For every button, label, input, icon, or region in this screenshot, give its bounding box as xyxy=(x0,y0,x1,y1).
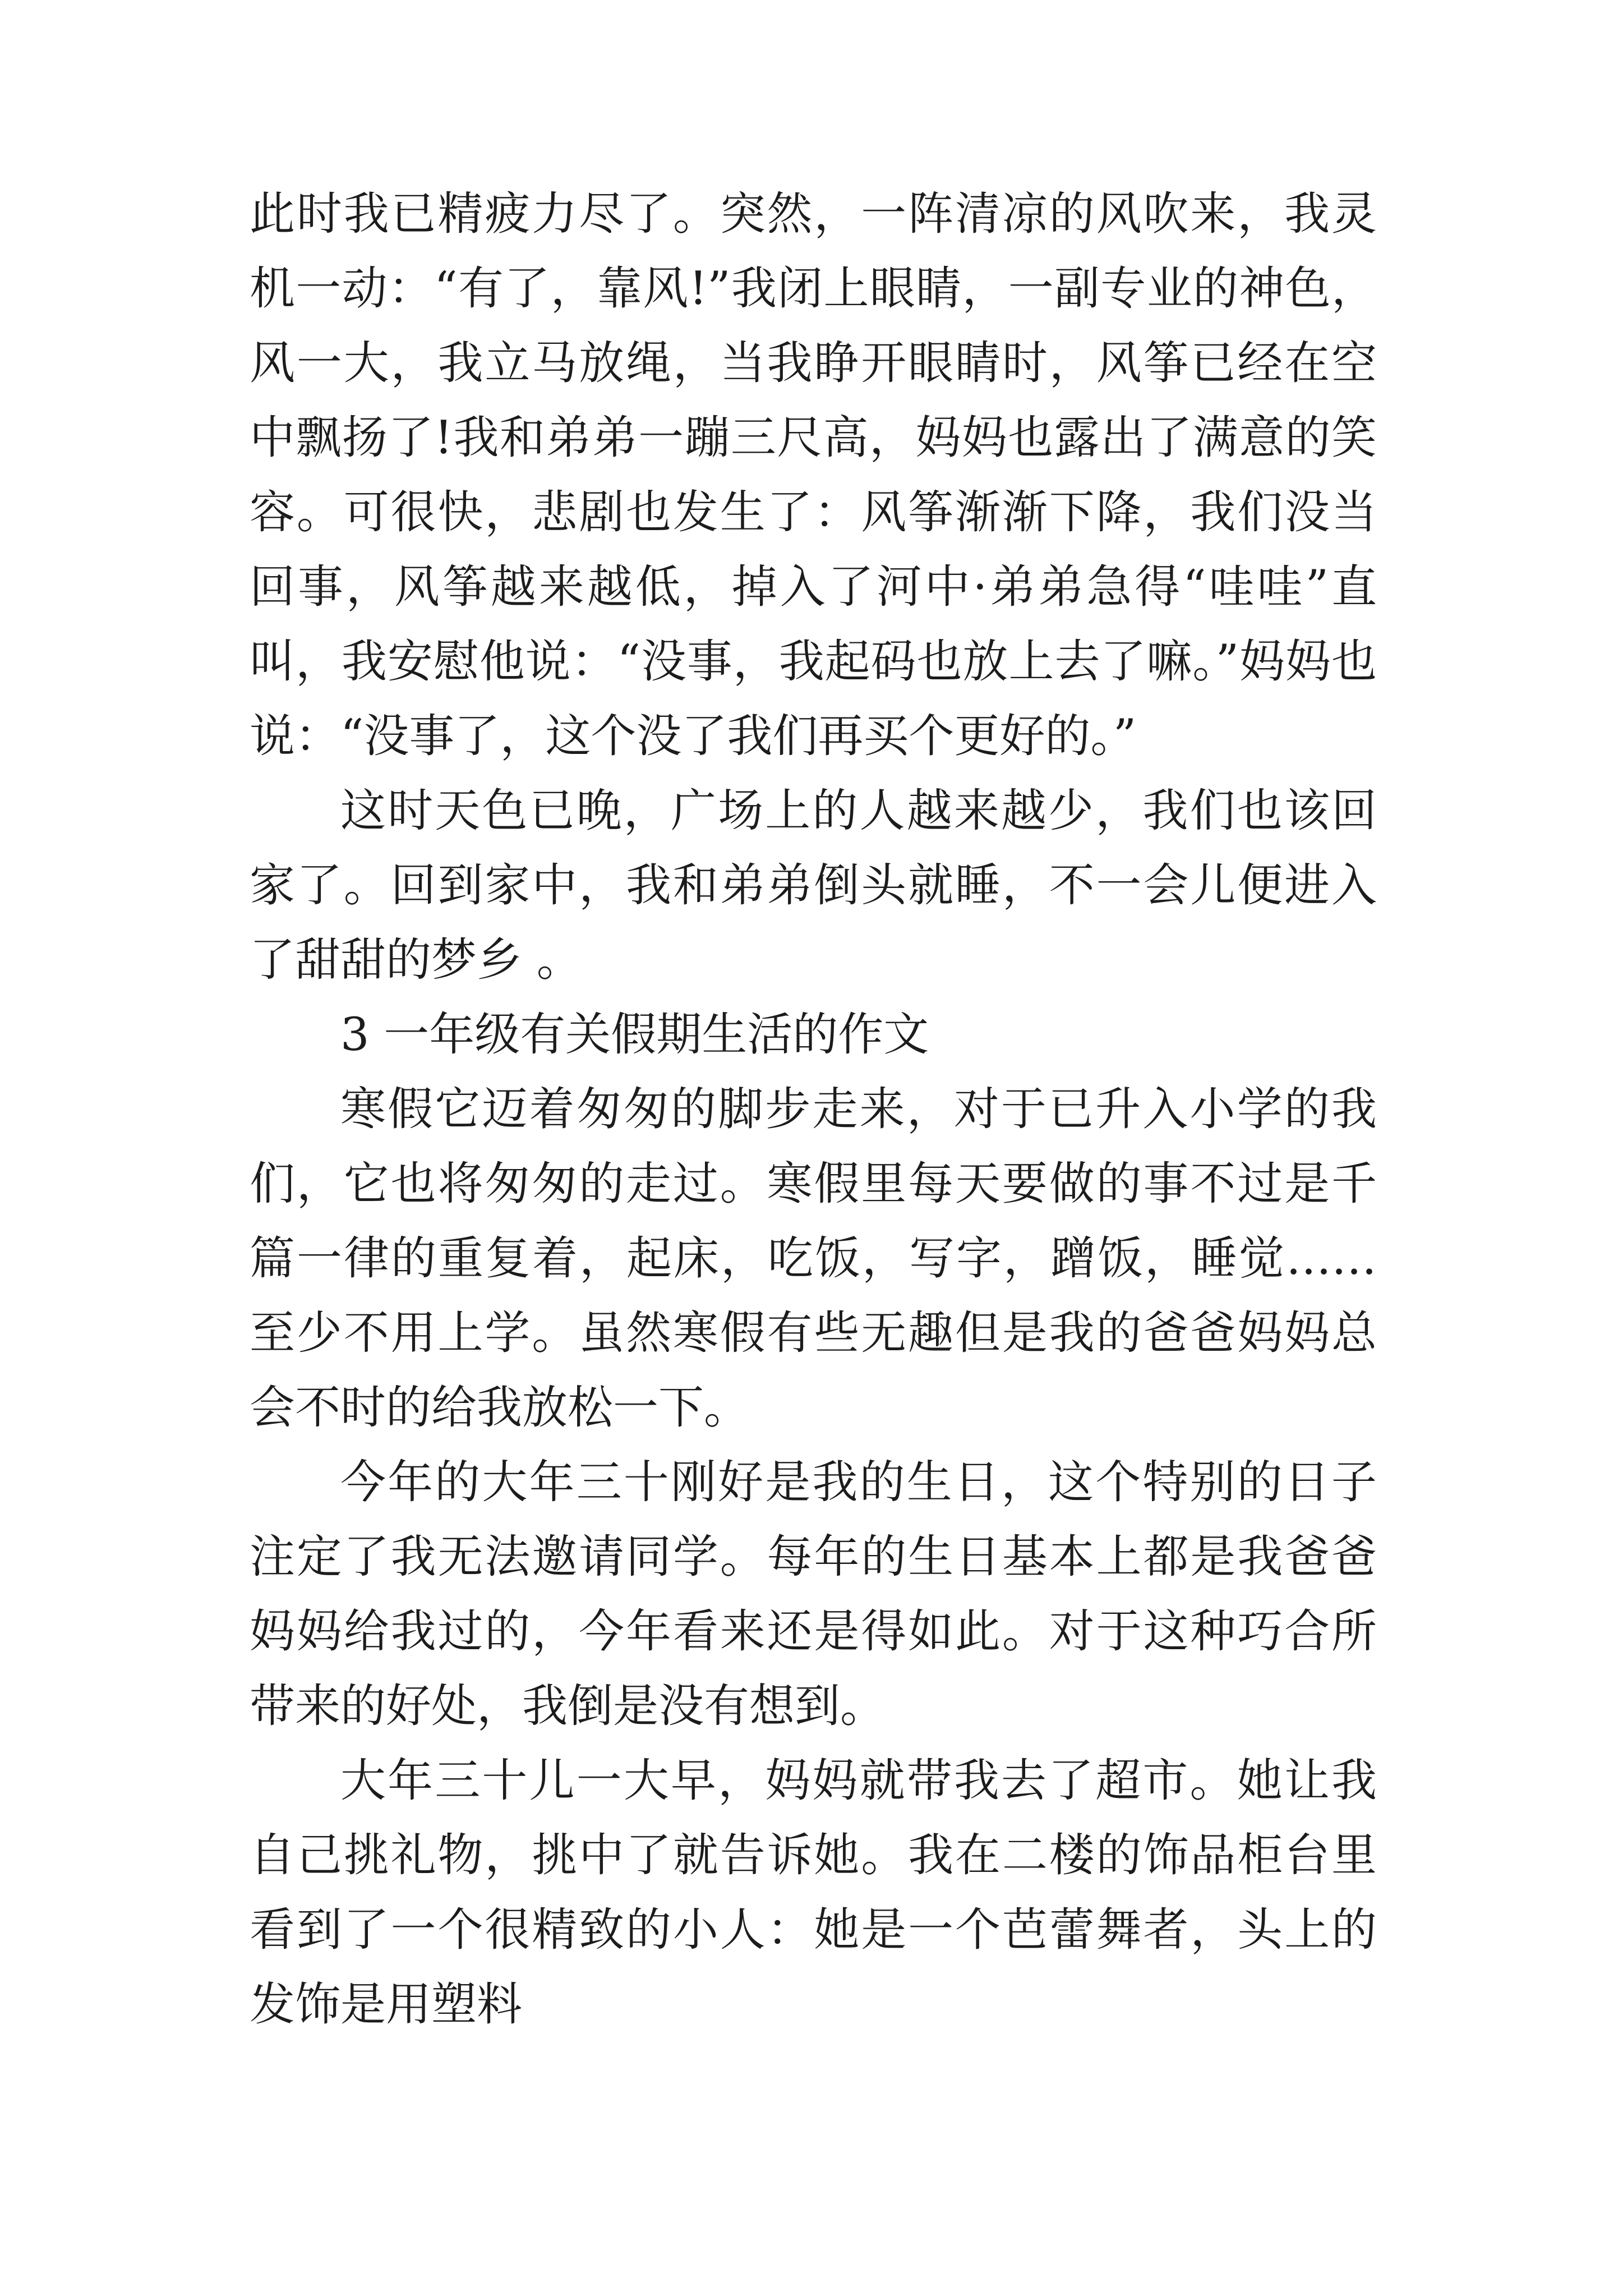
document-body xyxy=(250,177,1377,2042)
section-heading: 3 一年级有关假期生活的作文 xyxy=(340,1009,929,1061)
paragraph-kite-story: 此时我已精疲力尽了。突然，一阵清凉的风吹来，我灵机一动：“有了，靠风!”我闭上眼睛，一副专业的神色，风一大，我立马放绳，当我睁开眼睛时，风筝已经在空中飘扬了!我和弟弟一蹦三尺高，妈妈也露出了满意的笑容。可很快，悲剧也发生了：风筝渐渐下降，我们没当回事，风筝越来越低，掉入了河中·弟弟急得“哇哇”直叫，我安慰他说：“没事，我起码也放上去了嘛。”妈妈也说：“没事了，这个没了我们再买个更好的。” xyxy=(250,188,1377,763)
paragraph-birthday: 今年的大年三十刚好是我的生日，这个特别的日子注定了我无法邀请同学。每年的生日基本上都是我爸爸妈妈给我过的，今年看来还是得如此。对于这种巧合所带来的好处，我倒是没有想到。 xyxy=(250,1456,1377,1733)
paragraph-going-home: 这时天色已晚，广场上的人越来越少，我们也该回家了。回到家中，我和弟弟倒头就睡，不一会儿便进入了甜甜的梦乡 。 xyxy=(250,785,1377,987)
paragraph-winter-vacation: 寒假它迈着匆匆的脚步走来，对于已升入小学的我们，它也将匆匆的走过。寒假里每天要做的事不过是千篇一律的重复着，起床，吃饭，写字，蹭饭，睡觉……至少不用上学。虽然寒假有些无趣但是我的爸爸妈妈总会不时的给我放松一下。 xyxy=(250,1083,1377,1434)
paragraph-supermarket: 大年三十儿一大早，妈妈就带我去了超市。她让我自己挑礼物，挑中了就告诉她。我在二楼的饰品柜台里看到了一个很精致的小人：她是一个芭蕾舞者，头上的发饰是用塑料 xyxy=(250,1755,1377,2031)
